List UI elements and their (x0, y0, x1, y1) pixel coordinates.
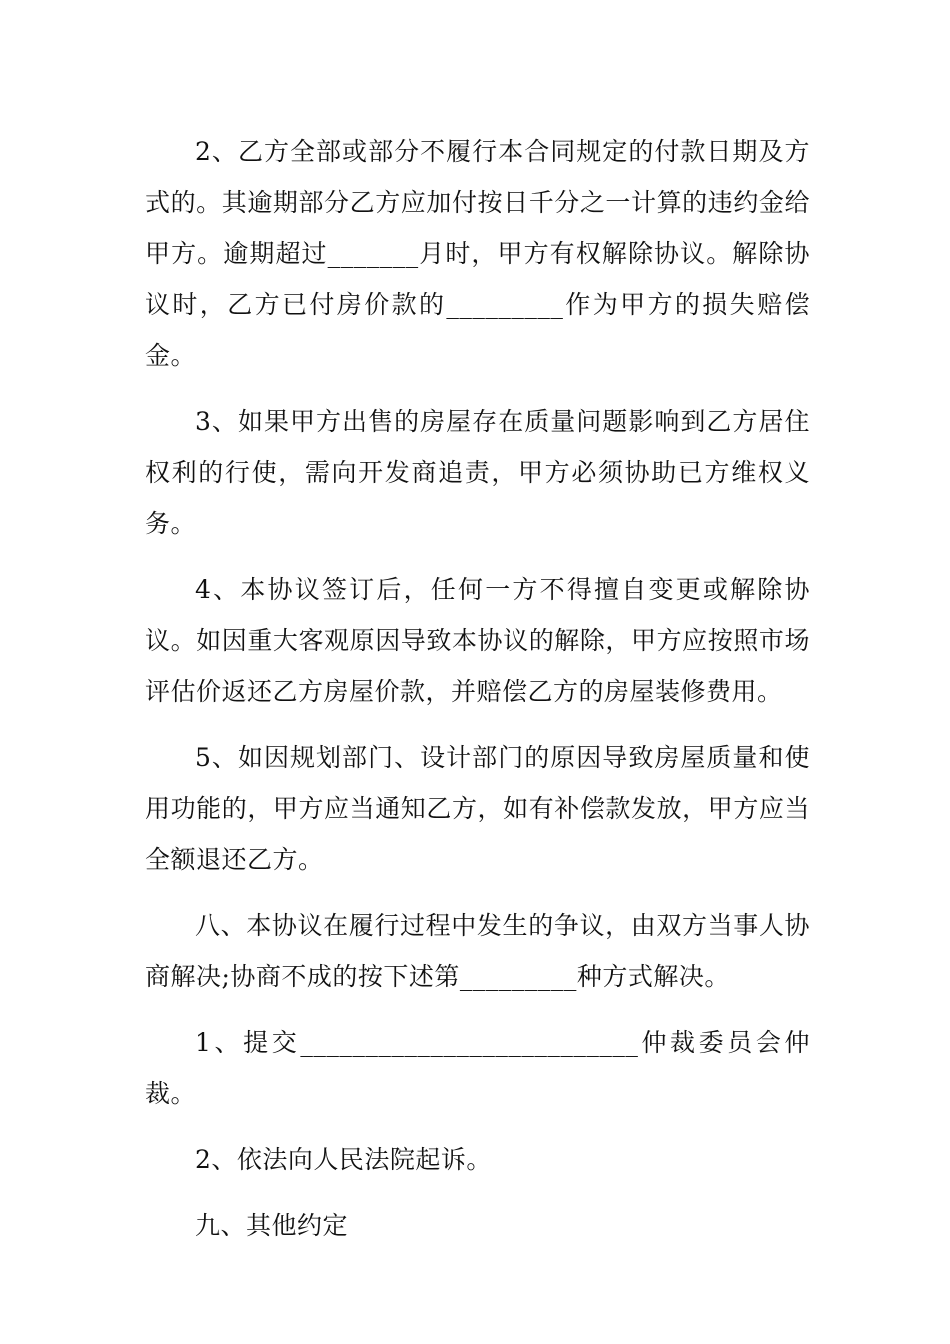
dispute-option-arbitration: 1、提交__________________________仲裁委员会仲裁。 (145, 1028, 810, 1108)
clause-no-modification: 4、本协议签订后，任何一方不得擅自变更或解除协议。如因重大客观原因导致本协议的解除，甲方应按照市场评估价返还乙方房屋价款，并赔偿乙方的房屋装修费用。 (145, 575, 810, 706)
dispute-option-lawsuit: 2、依法向人民法院起诉。 (195, 1145, 492, 1174)
section-nine-other: 九、其他约定 (195, 1211, 349, 1240)
clause-quality-issue: 3、如果甲方出售的房屋存在质量问题影响到乙方居住权利的行使，需向开发商追责，甲方必须协助已方维权义务。 (145, 407, 810, 538)
clause-planning-design: 5、如因规划部门、设计部门的原因导致房屋质量和使用功能的，甲方应当通知乙方，如有补偿款发放，甲方应当全额退还乙方。 (145, 743, 810, 874)
section-eight-disputes: 八、本协议在履行过程中发生的争议，由双方当事人协商解决;协商不成的按下述第_________种方式解决。 (145, 911, 810, 991)
document-body (145, 126, 810, 1266)
clause-payment-default: 2、乙方全部或部分不履行本合同规定的付款日期及方式的。其逾期部分乙方应加付按日千分之一计算的违约金给甲方。逾期超过_______月时，甲方有权解除协议。解除协议时，乙方已付房价款的_________作为甲方的损失赔偿金。 (145, 137, 810, 370)
